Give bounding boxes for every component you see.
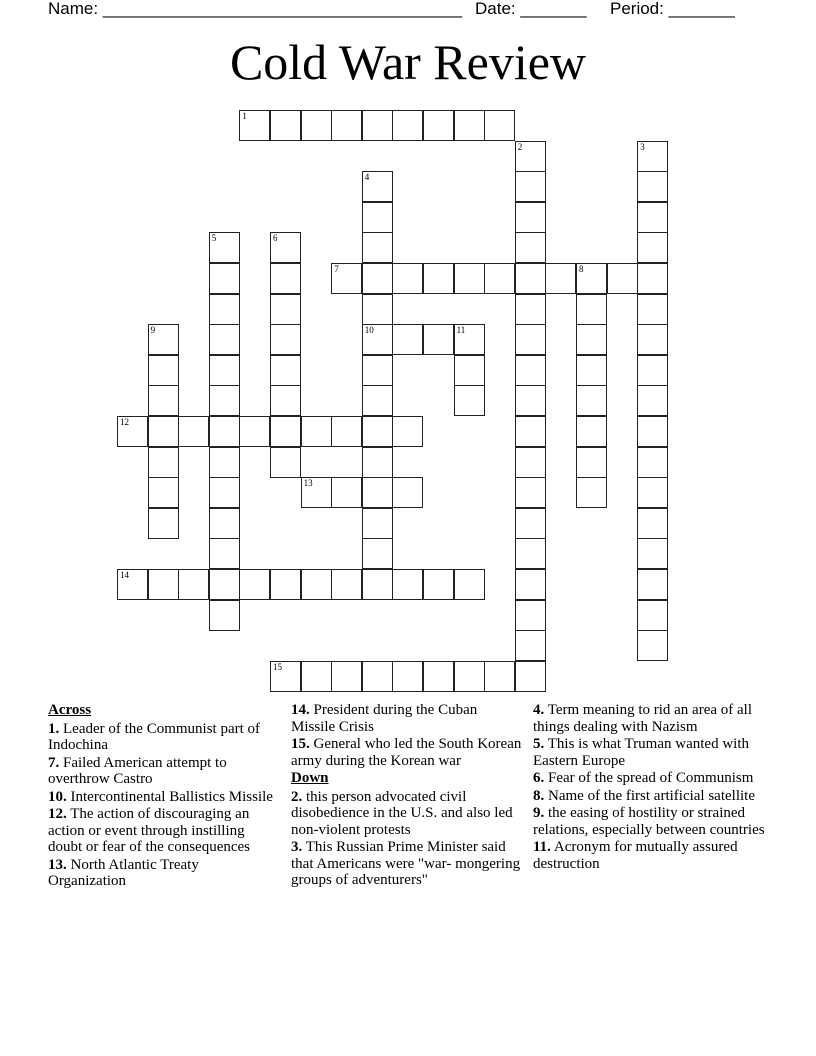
- grid-cell[interactable]: [331, 416, 362, 447]
- grid-cell[interactable]: [362, 171, 393, 202]
- grid-cell[interactable]: [454, 569, 485, 600]
- grid-cell[interactable]: [392, 263, 423, 294]
- grid-cell[interactable]: [392, 477, 423, 508]
- grid-cell[interactable]: [148, 508, 179, 539]
- grid-cell[interactable]: [331, 110, 362, 141]
- grid-cell[interactable]: [515, 141, 546, 172]
- grid-cell[interactable]: [637, 141, 668, 172]
- grid-cell[interactable]: [270, 355, 301, 386]
- clue-across-14: 14. President during the Cuban Missile Crisis: [291, 702, 478, 735]
- grid-cell[interactable]: [178, 569, 209, 600]
- grid-cell[interactable]: [637, 232, 668, 263]
- grid-cell[interactable]: [362, 294, 393, 325]
- grid-cell[interactable]: [576, 385, 607, 416]
- grid-cell[interactable]: [454, 661, 485, 692]
- grid-cell[interactable]: [637, 477, 668, 508]
- grid-cell[interactable]: [515, 171, 546, 202]
- clues-column-3: [533, 702, 768, 873]
- clue-down-6: 6. Fear of the spread of Communism: [533, 770, 754, 786]
- clue-across-1: 1. Leader of the Communist part of Indochina: [48, 720, 261, 753]
- grid-cell[interactable]: [209, 355, 240, 386]
- grid-cell[interactable]: [637, 447, 668, 478]
- grid-cell[interactable]: [148, 385, 179, 416]
- grid-cell[interactable]: [423, 569, 454, 600]
- grid-cell[interactable]: [209, 477, 240, 508]
- grid-cell[interactable]: [362, 538, 393, 569]
- clue-number: 5: [211, 233, 217, 244]
- clue-number: 7: [334, 264, 339, 274]
- grid-cell[interactable]: [331, 661, 362, 692]
- grid-cell[interactable]: [209, 232, 240, 263]
- grid-cell[interactable]: [637, 202, 668, 233]
- clue-number: 14: [120, 570, 129, 580]
- grid-cell[interactable]: [515, 630, 546, 661]
- grid-cell[interactable]: [209, 263, 240, 294]
- grid-cell[interactable]: [576, 416, 607, 447]
- grid-cell[interactable]: [331, 477, 362, 508]
- grid-cell[interactable]: [515, 202, 546, 233]
- grid-cell[interactable]: [148, 447, 179, 478]
- name-field[interactable]: Name: ______________________________________: [48, 0, 463, 18]
- grid-cell[interactable]: [301, 477, 332, 508]
- grid-cell[interactable]: [637, 324, 668, 355]
- clue-down-2: 2. this person advocated civil disobedience in the U.S. and also led non-violent protests: [291, 788, 513, 838]
- clue-down-4: 4. Term meaning to rid an area of all things dealing with Nazism: [533, 702, 753, 735]
- date-field[interactable]: Date: _______: [475, 0, 587, 18]
- clue-number: 9: [150, 325, 156, 336]
- grid-cell[interactable]: [362, 569, 393, 600]
- grid-cell[interactable]: [209, 324, 240, 355]
- grid-cell[interactable]: [392, 110, 423, 141]
- grid-cell[interactable]: [117, 569, 148, 600]
- grid-cell[interactable]: [209, 294, 240, 325]
- grid-cell[interactable]: [515, 416, 546, 447]
- grid-cell[interactable]: [423, 110, 454, 141]
- grid-cell[interactable]: [270, 447, 301, 478]
- grid-cell[interactable]: [637, 600, 668, 631]
- grid-cell[interactable]: [362, 263, 393, 294]
- grid-cell[interactable]: [239, 110, 270, 141]
- grid-cell[interactable]: [301, 569, 332, 600]
- grid-cell[interactable]: [637, 294, 668, 325]
- grid-cell[interactable]: [454, 110, 485, 141]
- grid-cell[interactable]: [362, 508, 393, 539]
- grid-cell[interactable]: [454, 324, 485, 355]
- grid-cell[interactable]: [270, 385, 301, 416]
- grid-cell[interactable]: [148, 477, 179, 508]
- grid-cell[interactable]: [637, 171, 668, 202]
- clue-number: 8: [579, 264, 584, 274]
- grid-cell[interactable]: [637, 355, 668, 386]
- grid-cell[interactable]: [209, 569, 240, 600]
- grid-cell[interactable]: [362, 110, 393, 141]
- grid-cell[interactable]: [423, 263, 454, 294]
- grid-cell[interactable]: [178, 416, 209, 447]
- clue-number: 6: [273, 233, 278, 244]
- grid-cell[interactable]: [148, 324, 179, 355]
- grid-cell[interactable]: [209, 416, 240, 447]
- grid-cell[interactable]: [362, 355, 393, 386]
- clue-across-10: 10. Intercontinental Ballistics Missile: [48, 788, 273, 805]
- grid-cell[interactable]: [270, 416, 301, 447]
- grid-cell[interactable]: [209, 600, 240, 631]
- clue-down-5: 5. This is what Truman wanted with Eastern Europe: [533, 736, 749, 769]
- grid-cell[interactable]: [637, 385, 668, 416]
- clue-down-9: 9. the easing of hostility or strained relations, especially between countries: [533, 805, 765, 838]
- grid-cell[interactable]: [209, 538, 240, 569]
- grid-cell[interactable]: [576, 263, 607, 294]
- grid-cell[interactable]: [331, 263, 362, 294]
- grid-cell[interactable]: [576, 324, 607, 355]
- clue-across-15: 15. General who led the South Korean army during the Korean war: [291, 736, 522, 769]
- clue-down-3: 3. This Russian Prime Minister said that Americans were "war- mongering groups of adventurers": [291, 839, 521, 888]
- clue-across-12: 12. The action of discouraging an action or event through instilling doubt or fear of the consequences: [48, 806, 251, 855]
- grid-cell[interactable]: [270, 263, 301, 294]
- grid-cell[interactable]: [362, 661, 393, 692]
- clue-number: 1: [242, 111, 247, 121]
- grid-cell[interactable]: [270, 324, 301, 355]
- grid-cell[interactable]: [515, 263, 546, 294]
- grid-cell[interactable]: [209, 508, 240, 539]
- grid-cell[interactable]: [576, 294, 607, 325]
- grid-cell[interactable]: [515, 569, 546, 600]
- grid-cell[interactable]: [515, 477, 546, 508]
- grid-cell[interactable]: [515, 600, 546, 631]
- clue-down-8: 8. Name of the first artificial satellite: [533, 787, 755, 804]
- clue-across-7: 7. Failed American attempt to overthrow Castro: [48, 754, 227, 787]
- page-title: Cold War Review: [229, 34, 587, 90]
- grid-cell[interactable]: [270, 232, 301, 263]
- grid-cell[interactable]: [301, 110, 332, 141]
- grid-cell[interactable]: [515, 508, 546, 539]
- grid-cell[interactable]: [637, 630, 668, 661]
- clue-down-11: 11. Acronym for mutually assured destruction: [533, 839, 738, 872]
- grid-cell[interactable]: [362, 202, 393, 233]
- grid-cell[interactable]: [576, 447, 607, 478]
- grid-cell[interactable]: [270, 569, 301, 600]
- grid-cell[interactable]: [545, 263, 576, 294]
- grid-cell[interactable]: [423, 661, 454, 692]
- period-field[interactable]: Period: _______: [610, 0, 735, 18]
- grid-cell[interactable]: [607, 263, 638, 294]
- grid-cell[interactable]: [637, 569, 668, 600]
- across-heading: Across: [48, 702, 92, 718]
- grid-cell[interactable]: [362, 385, 393, 416]
- grid-cell[interactable]: [454, 355, 485, 386]
- grid-cell[interactable]: [637, 263, 668, 294]
- grid-cell[interactable]: [148, 355, 179, 386]
- grid-cell[interactable]: [148, 416, 179, 447]
- grid-cell[interactable]: [515, 294, 546, 325]
- clue-across-13: 13. North Atlantic Treaty Organization: [48, 856, 199, 889]
- grid-cell[interactable]: [637, 508, 668, 539]
- clues-column-2: [291, 702, 523, 890]
- grid-cell[interactable]: [515, 447, 546, 478]
- grid-cell[interactable]: [515, 385, 546, 416]
- clue-number: 2: [517, 141, 523, 152]
- grid-cell[interactable]: [515, 355, 546, 386]
- grid-cell[interactable]: [454, 263, 485, 294]
- grid-cell[interactable]: [515, 538, 546, 569]
- grid-cell[interactable]: [331, 569, 362, 600]
- clue-number: 11: [456, 325, 466, 336]
- down-heading: Down: [291, 770, 329, 786]
- clue-number: 4: [364, 172, 370, 183]
- clues-column-1: [48, 702, 273, 891]
- clue-number: 12: [120, 417, 129, 427]
- grid-cell[interactable]: [484, 263, 515, 294]
- grid-cell[interactable]: [362, 324, 393, 355]
- grid-cell[interactable]: [576, 477, 607, 508]
- grid-cell[interactable]: [392, 661, 423, 692]
- grid-cell[interactable]: [454, 385, 485, 416]
- grid-cell[interactable]: [484, 661, 515, 692]
- grid-cell[interactable]: [270, 661, 301, 692]
- grid-cell[interactable]: [362, 416, 393, 447]
- grid-cell[interactable]: [576, 355, 607, 386]
- grid-cell[interactable]: [362, 447, 393, 478]
- grid-cell[interactable]: [423, 324, 454, 355]
- grid-cell[interactable]: [301, 661, 332, 692]
- grid-cell[interactable]: [484, 110, 515, 141]
- grid-cell[interactable]: [209, 385, 240, 416]
- grid-cell[interactable]: [515, 324, 546, 355]
- grid-cell[interactable]: [392, 416, 423, 447]
- grid-cell[interactable]: [301, 416, 332, 447]
- grid-cell[interactable]: [270, 110, 301, 141]
- grid-cell[interactable]: [209, 447, 240, 478]
- clue-number: 10: [364, 325, 374, 336]
- grid-cell[interactable]: [362, 232, 393, 263]
- clue-number: 3: [640, 141, 645, 152]
- grid-cell[interactable]: [637, 538, 668, 569]
- grid-cell[interactable]: [362, 477, 393, 508]
- grid-cell[interactable]: [270, 294, 301, 325]
- clue-number: 15: [273, 661, 282, 672]
- grid-cell[interactable]: [637, 416, 668, 447]
- grid-cell[interactable]: [117, 416, 148, 447]
- grid-cell[interactable]: [148, 569, 179, 600]
- grid-cell[interactable]: [392, 324, 423, 355]
- grid-cell[interactable]: [239, 569, 270, 600]
- clue-number: 13: [303, 478, 313, 489]
- grid-cell[interactable]: [239, 416, 270, 447]
- grid-cell[interactable]: [515, 661, 546, 692]
- grid-cell[interactable]: [515, 232, 546, 263]
- grid-cell[interactable]: [392, 569, 423, 600]
